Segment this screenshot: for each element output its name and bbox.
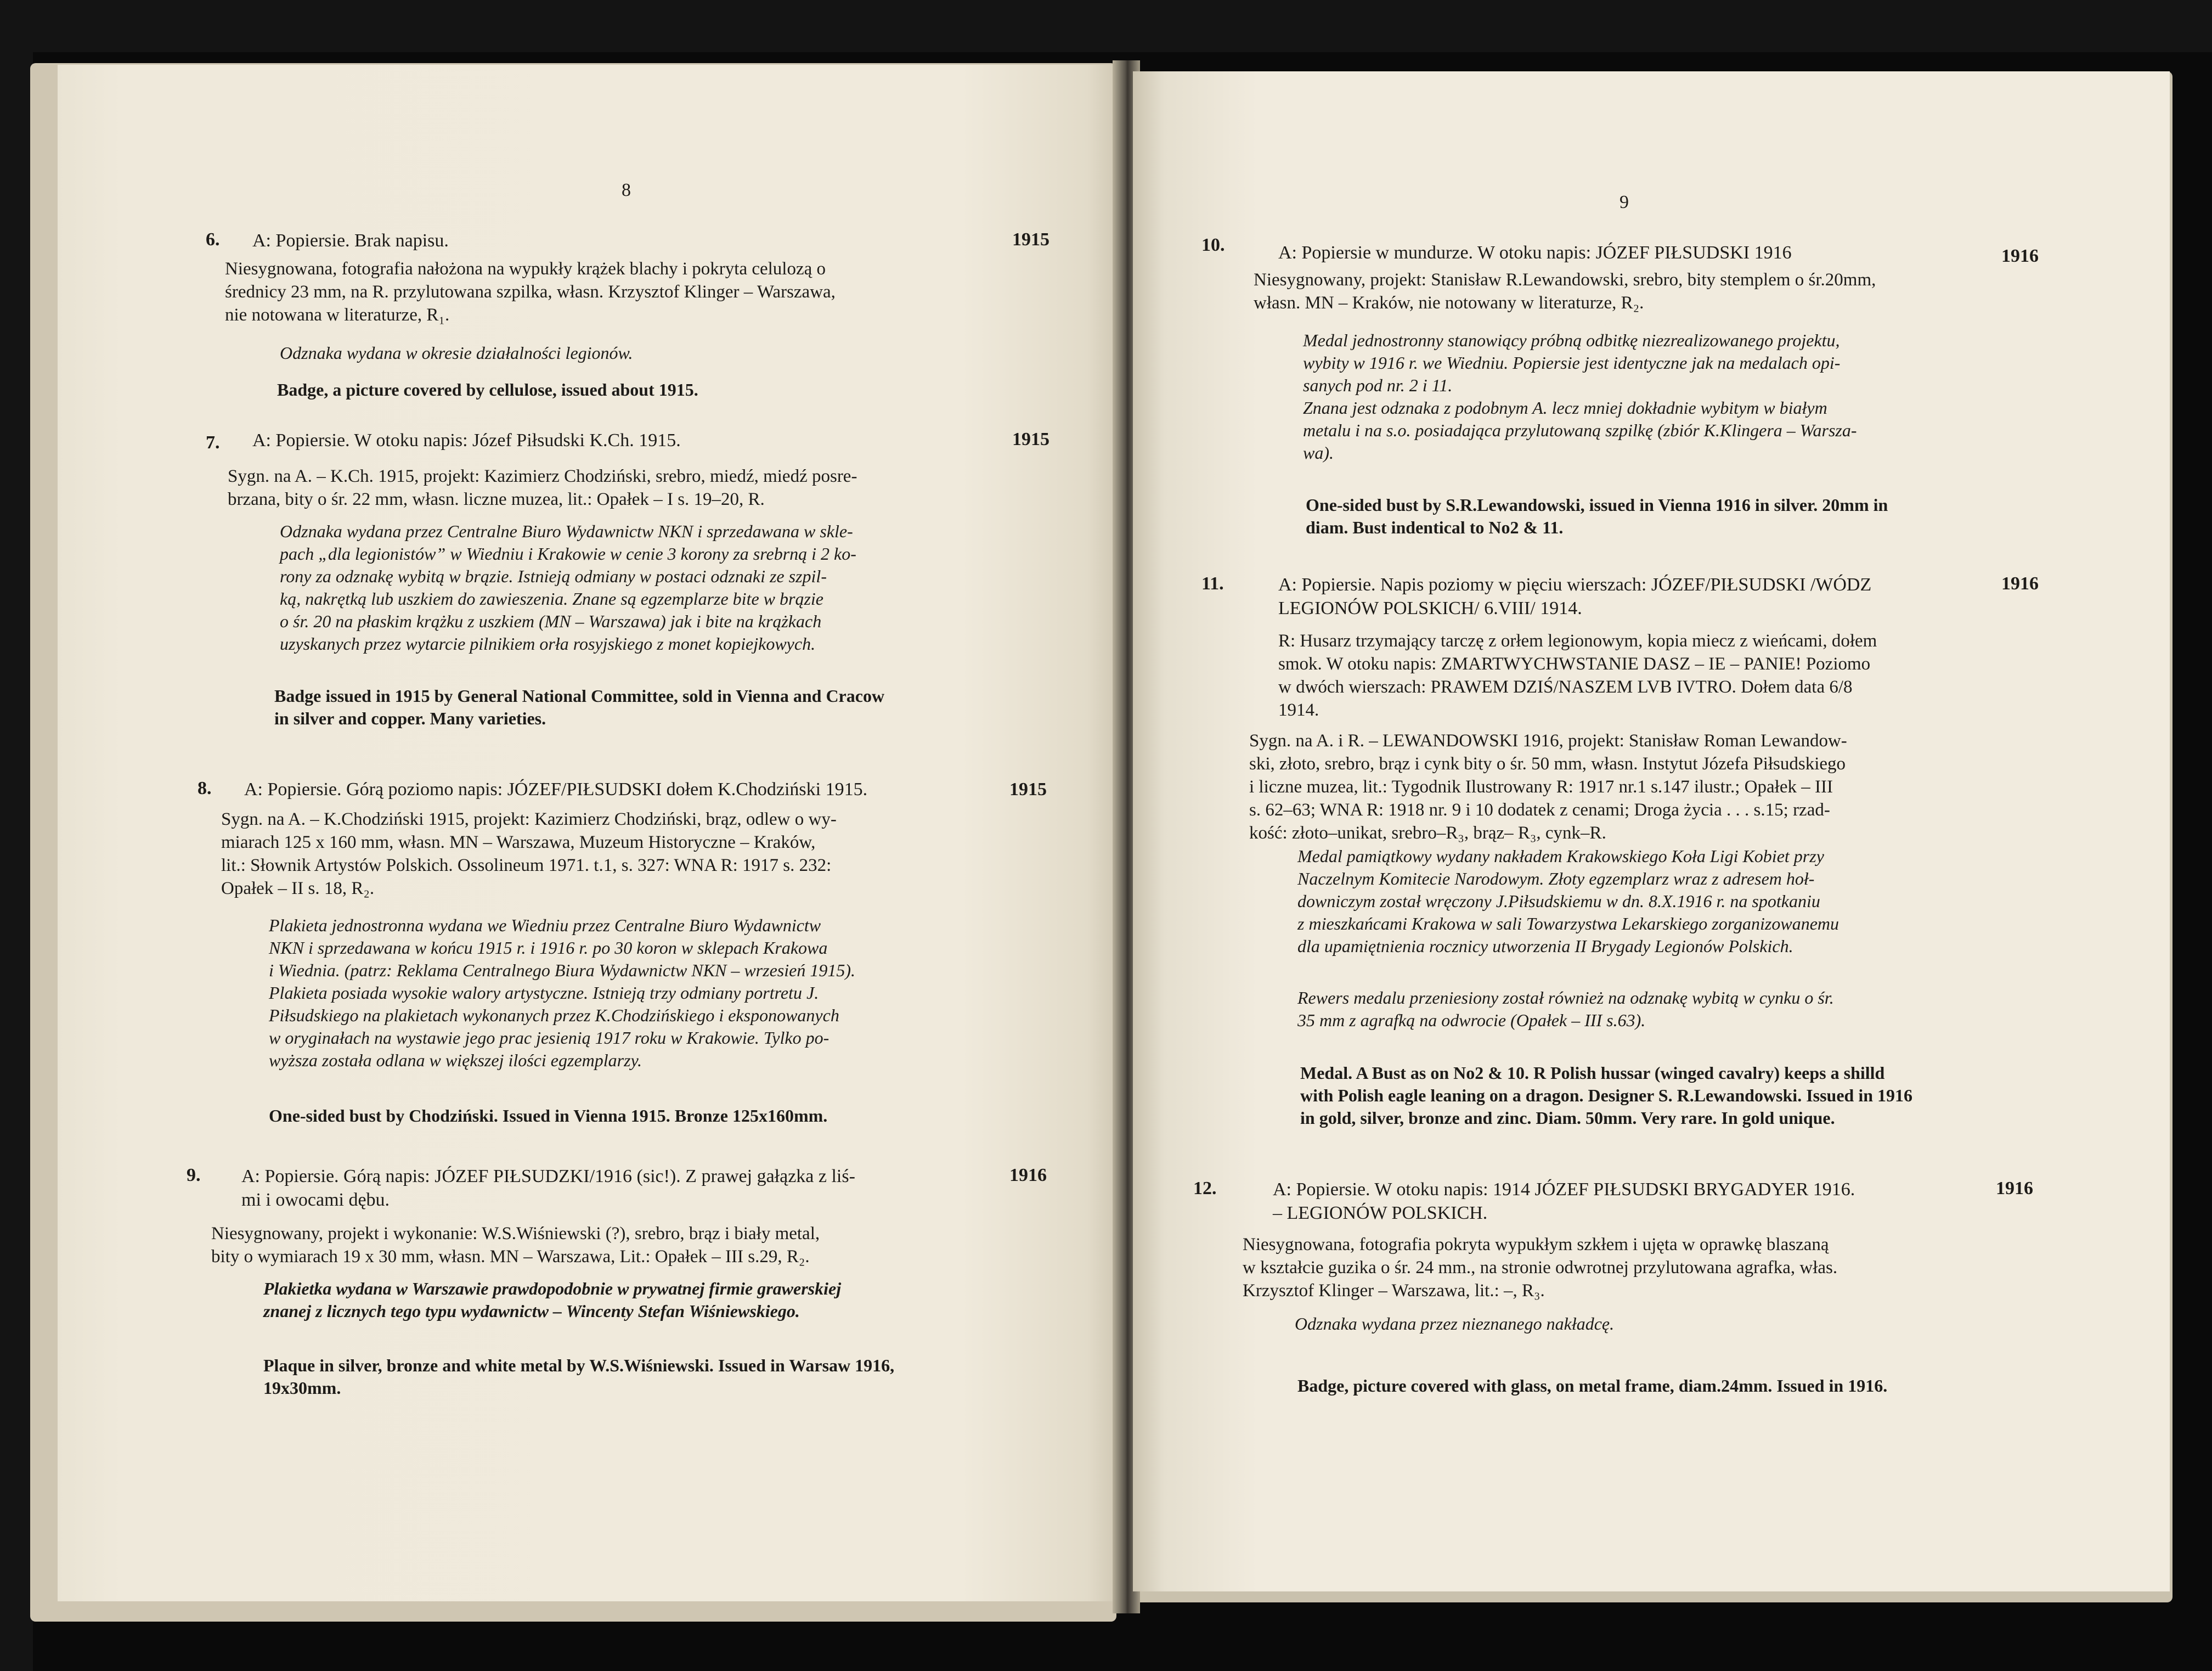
entry-english: One-sided bust by Chodziński. Issued in Vienna 1915. Bronze 125x160mm. (269, 1106, 828, 1126)
entry-heading: A: Popiersie. Brak napisu. (252, 230, 449, 251)
entry-number: 8. (198, 778, 212, 798)
entry-english: Badge, picture covered with glass, on metal frame, diam.24mm. Issued in 1916. (1297, 1376, 1888, 1396)
entry-year: 1916 (1996, 1178, 2033, 1199)
entry-note: Medal jednostronny stanowiący próbną odbitkę niezrealizowanego projektu, wybity w 1916 r. we Wiedniu. Popiersie jest identyczne jak na medalach opi- sanych pod nr. 2 i 11. Znana jest odznaka z podobnym A. lecz mniej dokładnie wybitym w białym metalu i na s.o. posiadająca przylutowaną szpilkę (zbiór K.Klingera – Warsza- wa). (1303, 330, 1857, 463)
entry-year: 1915 (1012, 229, 1049, 250)
entry-heading: A: Popiersie. Górą napis: JÓZEF PIŁSUDZKI/1916 (sic!). Z prawej gałązka z liś- mi i owocami dębu. (241, 1166, 855, 1210)
entry-english: Badge, a picture covered by cellulose, issued about 1915. (277, 380, 698, 400)
entry-note: Plakieta jednostronna wydana we Wiedniu przez Centralne Biuro Wydawnictw NKN i sprzedawana w końcu 1915 r. i 1916 r. po 30 koron w sklepach Krakowa i Wiednia. (patrz: Reklama Centralnego Biura Wydawnictw NKN – wrzesień 1915). Plakieta posiada wysokie walory artystyczne. Istnieją trzy odmiany portretu J. Piłsudskiego na plakietach wykonanych przez K.Chodzińskiego i eksponowanych w oryginałach na wystawie jego prac jesienią 1917 roku w Krakowie. Tylko po- wyższa została odlana w większej ilości egzemplarzy. (269, 915, 855, 1070)
entry-number: 10. (1201, 235, 1225, 255)
entry-description: Sygn. na A. – K.Chodziński 1915, projekt: Kazimierz Chodziński, brąz, odlew o wy- miarach 125 x 160 mm, własn. MN – Warszawa, Muzeum Historyczne – Kraków, lit.: Słownik Artystów Polskich. Ossolineum 1971. t.1, s. 327: WNA R: 1917 s. 232: Opałek – II s. 18, R₂. (221, 809, 837, 898)
entry-heading: A: Popiersie w mundurze. W otoku napis: JÓZEF PIŁSUDSKI 1916 (1278, 243, 1792, 263)
entry-english: Badge issued in 1915 by General National Committee, sold in Vienna and Cracow in silver and copper. Many varieties. (274, 686, 885, 728)
entry-english: One-sided bust by S.R.Lewandowski, issued in Vienna 1916 in silver. 20mm in diam. Bust indentical to No2 & 11. (1306, 495, 1888, 537)
entry-note: Odznaka wydana przez nieznanego nakładcę. (1295, 1314, 1615, 1334)
entry-heading: A: Popiersie. Napis poziomy w pięciu wierszach: JÓZEF/PIŁSUDSKI /WÓDZ LEGIONÓW POLSKICH/ 6.VIII/ 1914. (1278, 575, 1872, 618)
entry-year: 1916 (2001, 573, 2039, 594)
entry-year: 1916 (2001, 246, 2039, 266)
entry-description: Niesygnowana, fotografia pokryta wypukłym szkłem i ujęta w oprawkę blaszaną w kształcie guzika o śr. 24 mm., na stronie odwrotnej przylutowana agrafka, włas. Krzysztof Klinger – Warszawa, lit.: –, R₃. (1243, 1235, 1838, 1301)
entry-number: 9. (187, 1165, 201, 1185)
entry-number: 12. (1193, 1178, 1217, 1199)
page-number: 8 (622, 180, 631, 200)
entry-year: 1915 (1009, 779, 1047, 800)
entry-year: 1916 (1009, 1165, 1047, 1185)
right-page (1133, 71, 2170, 1591)
entry-number: 7. (206, 432, 220, 453)
page-number: 9 (1620, 192, 1629, 212)
entry-number: 11. (1201, 573, 1224, 594)
entry-heading: A: Popiersie. W otoku napis: 1914 JÓZEF PIŁSUDSKI BRYGADYER 1916. – LEGIONÓW POLSKICH. (1273, 1179, 1855, 1223)
entry-english: Medal. A Bust as on No2 & 10. R Polish hussar (winged cavalry) keeps a shilld with Polish eagle leaning on a dragon. Designer S. R.Lewandowski. Issued in 1916 in gold, silver, bronze and zinc. Diam. 50mm. Very rare. In gold unique. (1300, 1063, 1913, 1128)
entry-note: Plakietka wydana w Warszawie prawdopodobnie w prywatnej firmie grawerskiej znanej z licznych tego typu wydawnictw – Wincenty Stefan Wiśniewskiego. (263, 1279, 842, 1321)
entry-description: Niesygnowany, projekt: Stanisław R.Lewandowski, srebro, bity stemplem o śr.20mm, własn. MN – Kraków, nie notowany w literaturze, R₂. (1254, 270, 1876, 313)
entry-description: Niesygnowany, projekt i wykonanie: W.S.Wiśniewski (?), srebro, brąz i biały metal, bity o wymiarach 19 x 30 mm, własn. MN – Warszawa, Lit.: Opałek – III s.29, R₂. (211, 1224, 820, 1267)
entry-number: 6. (206, 229, 220, 250)
entry-note: Odznaka wydana w okresie działalności legionów. (280, 343, 633, 363)
entry-note: Odznaka wydana przez Centralne Biuro Wydawnictw NKN i sprzedawana w skle- pach „dla legionistów” w Wiedniu i Krakowie w cenie 3 korony za srebrną i 2 ko- rony za odznakę wybitą w brązie. Istnieją odmiany w postaci odznaki ze szpil- ką, nakrętką lub uszkiem do zawieszenia. Znane są egzemplarze bite w brązie o śr. 20 na płaskim krążku z uszkiem (MN – Warszawa) jak i bite na krążkach uzyskanych przez wytarcie pilnikiem orła rosyjskiego z monet kopiejkowych. (280, 521, 856, 654)
entry-note-reverse: Rewers medalu przeniesiony został również na odznakę wybitą w cynku o śr. 35 mm z agrafką na odwrocie (Opałek – III s.63). (1297, 988, 1834, 1030)
entry-heading: A: Popiersie. W otoku napis: Józef Piłsudski K.Ch. 1915. (252, 430, 681, 451)
entry-description: Sygn. na A. i R. – LEWANDOWSKI 1916, projekt: Stanisław Roman Lewandow- ski, złoto, srebro, brąz i cynk bity o śr. 50 mm, własn. Instytut Józefa Piłsudskiego i liczne muzea, lit.: Tygodnik Ilustrowany R: 1917 nr.1 s.147 ilustr.; Opałek – III s. 62–63; WNA R: 1918 nr. 9 i 10 dodatek z cenami; Droga życia . . . s.15; rzad- kość: złoto–unikat, srebro–R₃, brąz– R₃, cynk–R. (1249, 731, 1847, 843)
entry-description: Niesygnowana, fotografia nałożona na wypukły krążek blachy i pokryta celulozą o średnicy 23 mm, na R. przylutowana szpilka, własn. Krzysztof Klinger – Warszawa, nie notowana w literaturze, R₁. (225, 259, 836, 325)
entry-description: Sygn. na A. – K.Ch. 1915, projekt: Kazimierz Chodziński, srebro, miedź, miedź posre- brzana, bity o śr. 22 mm, własn. liczne muzea, lit.: Opałek – I s. 19–20, R. (228, 466, 857, 509)
entry-year: 1915 (1012, 429, 1049, 449)
entry-heading: A: Popiersie. Górą poziomo napis: JÓZEF/PIŁSUDSKI dołem K.Chodziński 1915. (244, 779, 868, 800)
left-page (58, 65, 1119, 1601)
entry-english: Plaque in silver, bronze and white metal by W.S.Wiśniewski. Issued in Warsaw 1916, 19x30mm. (263, 1355, 895, 1398)
entry-note: Medal pamiątkowy wydany nakładem Krakowskiego Koła Ligi Kobiet przy Naczelnym Komitecie Narodowym. Złoty egzemplarz wraz z adresem hoł- downiczym został wręczony J.Piłsudskiemu w dn. 8.X.1916 r. na spotkaniu z mieszkańcami Krakowa w sali Towarzystwa Lekarskiego zorganizowanemu dla upamiętnienia rocznicy utworzenia II Brygady Legionów Polskich. (1297, 846, 1839, 956)
entry-reverse: R: Husarz trzymający tarczę z orłem legionowym, kopia miecz z wieńcami, dołem smok. W otoku napis: ZMARTWYCHWSTANIE DASZ – IE – PANIE! Poziomo w dwóch wierszach: PRAWEM DZIŚ/NASZEM LVB IVTRO. Dołem data 6/8 1914. (1278, 631, 1877, 720)
